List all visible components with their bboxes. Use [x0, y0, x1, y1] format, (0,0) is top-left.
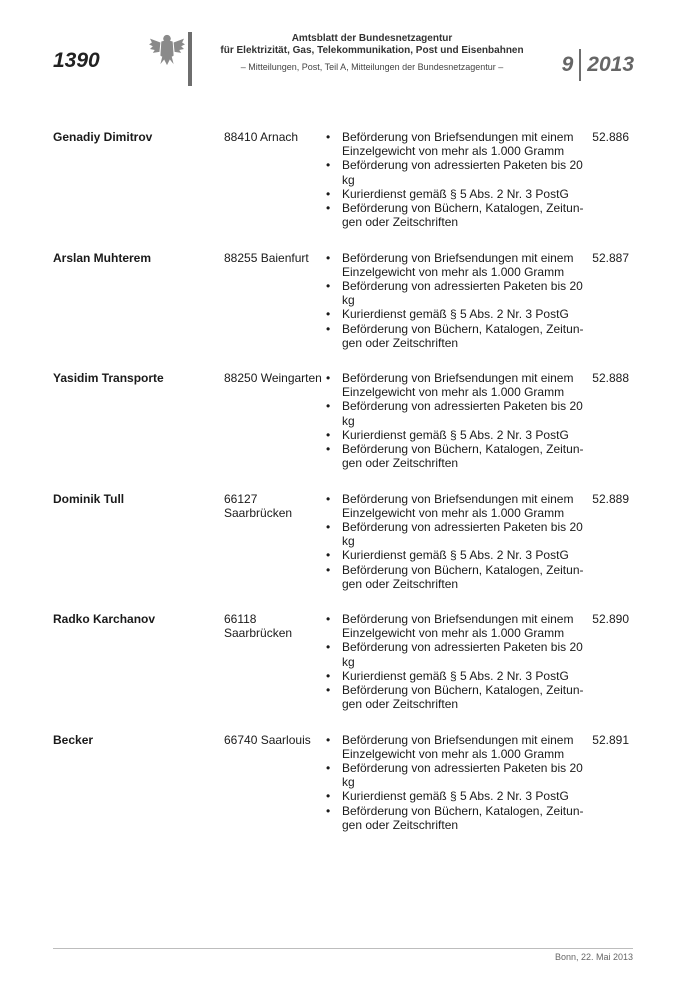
masthead-section: – Mitteilungen, Post, Teil A, Mitteilungen der Bundesnetzagentur –: [240, 62, 504, 72]
entry-services: [324, 492, 586, 591]
service-item: • Beförderung von adressierten Paketen bis 20 kg: [324, 279, 586, 307]
list-item: [53, 492, 633, 613]
service-item: • Kurierdienst gemäß § 5 Abs. 2 Nr. 3 PostG: [324, 307, 586, 321]
service-item: • Beförderung von Briefsendungen mit einem Einzelgewicht von mehr als 1.000 Gramm: [324, 492, 586, 520]
service-item: • Beförderung von Büchern, Katalogen, Zeitun-gen oder Zeitschriften: [324, 442, 586, 470]
masthead-title: Amtsblatt der Bundesnetzagentur: [291, 33, 453, 44]
header-divider-bar: [188, 32, 192, 86]
masthead-subtitle: für Elektrizität, Gas, Telekommunikation, Post und Eisenbahnen: [220, 45, 524, 56]
entry-address: 88255 Baienfurt: [224, 250, 309, 265]
service-item: • Beförderung von Briefsendungen mit einem Einzelgewicht von mehr als 1.000 Gramm: [324, 733, 586, 761]
entry-name: Becker: [53, 732, 94, 747]
entry-registration-number: 52.890: [592, 612, 629, 626]
service-item: • Kurierdienst gemäß § 5 Abs. 2 Nr. 3 PostG: [324, 428, 586, 442]
entry-registration-number: 52.891: [592, 732, 629, 747]
service-item: • Beförderung von Briefsendungen mit einem Einzelgewicht von mehr als 1.000 Gramm: [324, 612, 586, 640]
entry-name: Dominik Tull: [53, 491, 125, 506]
service-item: • Beförderung von Büchern, Katalogen, Zeitun-gen oder Zeitschriften: [324, 804, 586, 832]
service-item: • Beförderung von Büchern, Katalogen, Zeitun-gen oder Zeitschriften: [324, 563, 586, 591]
service-item: • Beförderung von Büchern, Katalogen, Zeitun-gen oder Zeitschriften: [324, 201, 586, 229]
issue-number: 9: [561, 53, 574, 76]
list-item: [53, 371, 633, 492]
entry-registration-number: 52.887: [592, 250, 629, 265]
entry-address: 88250 Weingarten: [224, 371, 322, 385]
entry-services: [324, 612, 586, 711]
footer-divider: [53, 948, 633, 949]
entry-registration-number: 52.889: [592, 491, 629, 506]
service-item: • Beförderung von adressierten Paketen bis 20 kg: [324, 640, 586, 668]
service-item: • Beförderung von Briefsendungen mit einem Einzelgewicht von mehr als 1.000 Gramm: [324, 371, 586, 399]
footer-place-date: Bonn, 22. Mai 2013: [554, 952, 633, 962]
entry-services: [324, 371, 586, 470]
list-item: [53, 733, 633, 854]
entry-services: [324, 733, 586, 832]
issue-year: 2013: [587, 53, 634, 76]
service-item: • Beförderung von Büchern, Katalogen, Zeitun-gen oder Zeitschriften: [324, 683, 586, 711]
entry-address: 88410 Arnach: [224, 130, 299, 144]
service-item: • Beförderung von Briefsendungen mit einem Einzelgewicht von mehr als 1.000 Gramm: [324, 251, 586, 279]
list-item: [53, 251, 633, 372]
federal-eagle-icon: [148, 33, 186, 67]
service-item: • Beförderung von adressierten Paketen bis 20 kg: [324, 399, 586, 427]
list-item: [53, 130, 633, 251]
entry-name: Genadiy Dimitrov: [53, 130, 153, 144]
page-number: 1390: [53, 49, 100, 72]
service-item: • Beförderung von adressierten Paketen bis 20 kg: [324, 520, 586, 548]
entry-name: Arslan Muhterem: [53, 250, 152, 265]
service-item: • Beförderung von adressierten Paketen bis 20 kg: [324, 158, 586, 186]
entry-name: Radko Karchanov: [53, 612, 156, 626]
issue-label: [562, 49, 634, 81]
entry-address: 66740 Saarlouis: [224, 732, 311, 747]
service-item: • Beförderung von Büchern, Katalogen, Zeitun-gen oder Zeitschriften: [324, 322, 586, 350]
service-item: • Kurierdienst gemäß § 5 Abs. 2 Nr. 3 PostG: [324, 187, 586, 201]
entry-services: [324, 251, 586, 350]
entry-services: [324, 130, 586, 229]
entry-list: [53, 130, 633, 853]
service-item: • Kurierdienst gemäß § 5 Abs. 2 Nr. 3 PostG: [324, 669, 586, 683]
service-item: • Kurierdienst gemäß § 5 Abs. 2 Nr. 3 PostG: [324, 548, 586, 562]
service-item: • Beförderung von adressierten Paketen bis 20 kg: [324, 761, 586, 789]
entry-name: Yasidim Transporte: [53, 371, 164, 385]
entry-address: 66127 Saarbrücken: [224, 491, 293, 520]
entry-registration-number: 52.888: [592, 371, 629, 385]
service-item: • Kurierdienst gemäß § 5 Abs. 2 Nr. 3 PostG: [324, 789, 586, 803]
entry-address: 66118 Saarbrücken: [224, 612, 293, 641]
entry-registration-number: 52.886: [592, 130, 629, 144]
issue-separator: [579, 49, 581, 81]
list-item: [53, 612, 633, 733]
service-item: • Beförderung von Briefsendungen mit einem Einzelgewicht von mehr als 1.000 Gramm: [324, 130, 586, 158]
